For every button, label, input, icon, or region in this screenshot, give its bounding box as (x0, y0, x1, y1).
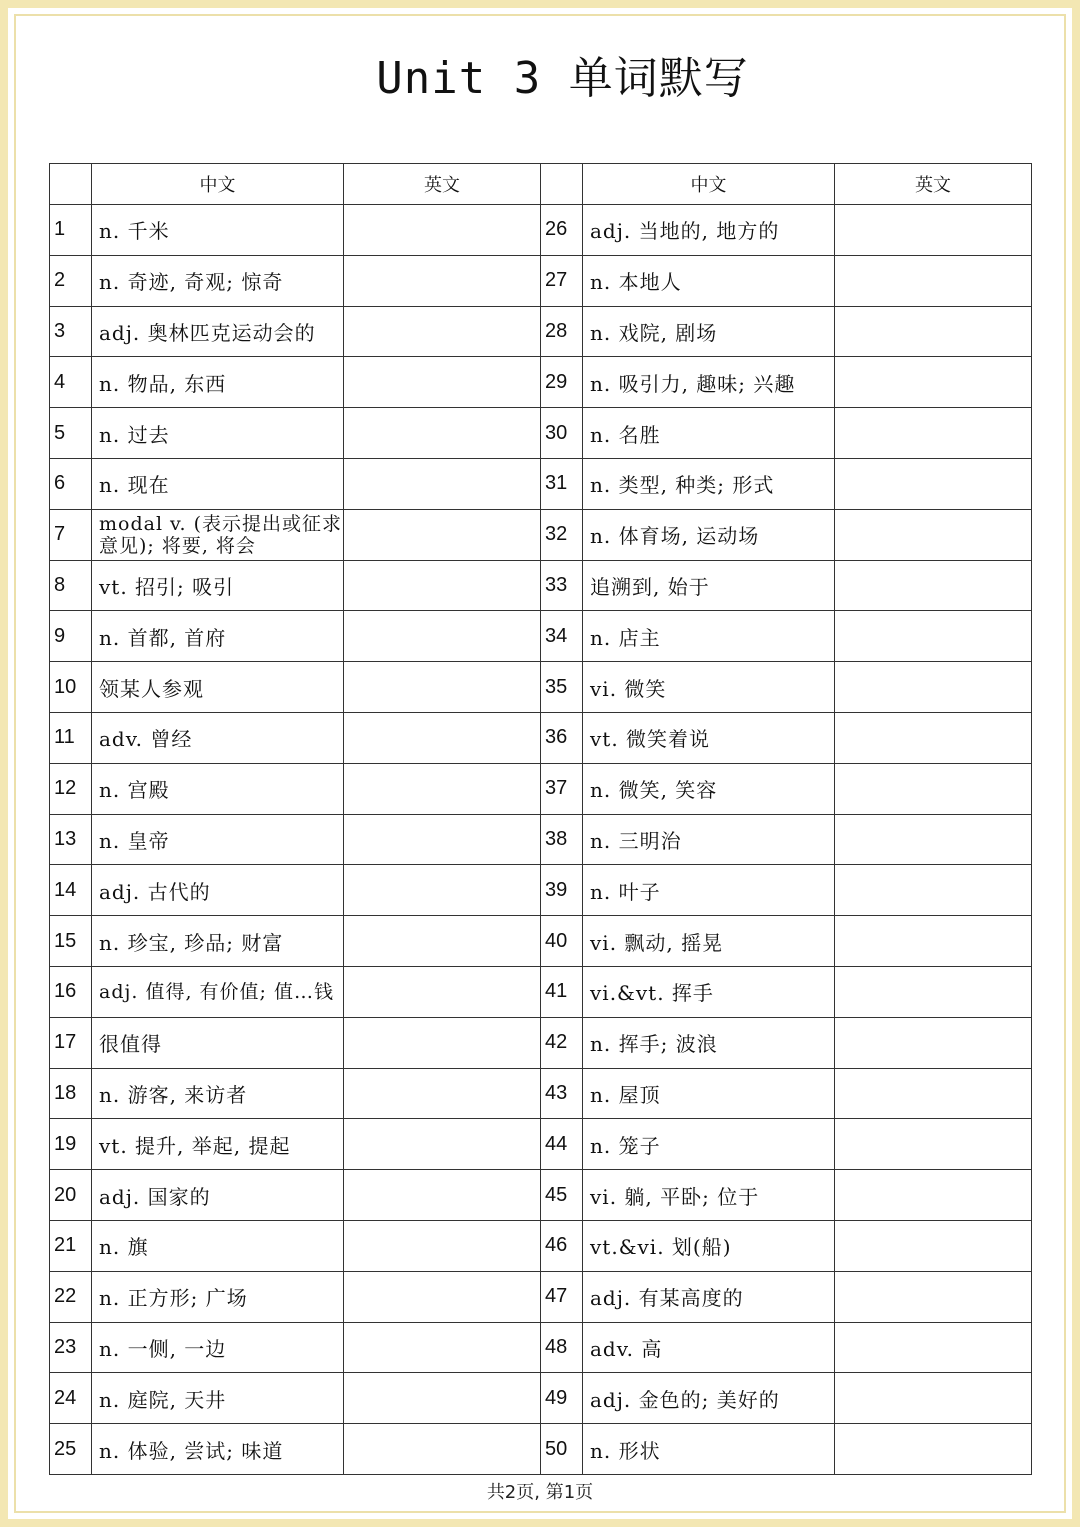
chinese-meaning-right: n. 本地人 (583, 255, 835, 306)
row-number-right: 48 (541, 1322, 583, 1373)
row-number-right: 29 (541, 357, 583, 408)
english-answer-blank-right[interactable] (835, 1322, 1032, 1373)
chinese-meaning-right: n. 笼子 (583, 1119, 835, 1170)
english-answer-blank-right[interactable] (835, 763, 1032, 814)
chinese-meaning-right: n. 戏院, 剧场 (583, 306, 835, 357)
chinese-meaning-left: adj. 值得, 有价值; 值…钱 (92, 966, 344, 1017)
row-number-left: 24 (50, 1373, 92, 1424)
chinese-meaning-right: n. 名胜 (583, 408, 835, 459)
english-answer-blank-left[interactable] (344, 916, 541, 967)
english-answer-blank-left[interactable] (344, 205, 541, 256)
table-row (50, 306, 1032, 357)
english-answer-blank-right[interactable] (835, 611, 1032, 662)
chinese-meaning-right: vi. 躺, 平卧; 位于 (583, 1170, 835, 1221)
row-number-right: 31 (541, 458, 583, 509)
chinese-meaning-right: n. 叶子 (583, 865, 835, 916)
chinese-meaning-left: n. 千米 (92, 205, 344, 256)
table-row (50, 1220, 1032, 1271)
english-answer-blank-left[interactable] (344, 1373, 541, 1424)
english-answer-blank-left[interactable] (344, 1068, 541, 1119)
page-footer: 共2页, 第1页 (486, 1482, 594, 1503)
chinese-meaning-right: adj. 有某高度的 (583, 1271, 835, 1322)
english-answer-blank-right[interactable] (835, 205, 1032, 256)
row-number-right: 28 (541, 306, 583, 357)
row-number-right: 40 (541, 916, 583, 967)
header-english-left: 英文 (344, 164, 541, 205)
table-row (50, 560, 1032, 611)
chinese-meaning-left: n. 皇帝 (92, 814, 344, 865)
row-number-left: 3 (50, 306, 92, 357)
chinese-meaning-left: n. 珍宝, 珍品; 财富 (92, 916, 344, 967)
chinese-meaning-left: n. 宫殿 (92, 763, 344, 814)
chinese-meaning-left: 很值得 (92, 1017, 344, 1068)
english-answer-blank-right[interactable] (835, 1373, 1032, 1424)
row-number-right: 42 (541, 1017, 583, 1068)
english-answer-blank-left[interactable] (344, 1119, 541, 1170)
table-row (50, 357, 1032, 408)
chinese-meaning-right: n. 吸引力, 趣味; 兴趣 (583, 357, 835, 408)
row-number-left: 16 (50, 966, 92, 1017)
row-number-left: 22 (50, 1271, 92, 1322)
english-answer-blank-right[interactable] (835, 712, 1032, 763)
english-answer-blank-right[interactable] (835, 916, 1032, 967)
header-chinese-left: 中文 (92, 164, 344, 205)
chinese-meaning-right: n. 屋顶 (583, 1068, 835, 1119)
row-number-left: 13 (50, 814, 92, 865)
chinese-meaning-right: n. 挥手; 波浪 (583, 1017, 835, 1068)
table-row (50, 1271, 1032, 1322)
table-row (50, 1017, 1032, 1068)
chinese-meaning-left: n. 游客, 来访者 (92, 1068, 344, 1119)
english-answer-blank-left[interactable] (344, 255, 541, 306)
chinese-meaning-right: n. 店主 (583, 611, 835, 662)
chinese-meaning-right: adj. 金色的; 美好的 (583, 1373, 835, 1424)
row-number-left: 5 (50, 408, 92, 459)
table-row (50, 1373, 1032, 1424)
english-answer-blank-left[interactable] (344, 611, 541, 662)
chinese-meaning-left: n. 旗 (92, 1220, 344, 1271)
header-chinese-right: 中文 (583, 164, 835, 205)
row-number-left: 17 (50, 1017, 92, 1068)
row-number-left: 20 (50, 1170, 92, 1221)
table-row (50, 662, 1032, 713)
english-answer-blank-left[interactable] (344, 1017, 541, 1068)
table-row (50, 458, 1032, 509)
english-answer-blank-left[interactable] (344, 662, 541, 713)
header-number-right (541, 164, 583, 205)
row-number-right: 39 (541, 865, 583, 916)
chinese-meaning-left: vt. 招引; 吸引 (92, 560, 344, 611)
english-answer-blank-right[interactable] (835, 814, 1032, 865)
row-number-right: 30 (541, 408, 583, 459)
english-answer-blank-left[interactable] (344, 966, 541, 1017)
table-row (50, 509, 1032, 560)
english-answer-blank-left[interactable] (344, 458, 541, 509)
english-answer-blank-left[interactable] (344, 306, 541, 357)
english-answer-blank-left[interactable] (344, 1271, 541, 1322)
row-number-left: 14 (50, 865, 92, 916)
table-header-row (50, 164, 1032, 205)
row-number-right: 36 (541, 712, 583, 763)
english-answer-blank-right[interactable] (835, 865, 1032, 916)
english-answer-blank-right[interactable] (835, 966, 1032, 1017)
row-number-right: 33 (541, 560, 583, 611)
chinese-meaning-left: n. 奇迹, 奇观; 惊奇 (92, 255, 344, 306)
chinese-meaning-right: n. 类型, 种类; 形式 (583, 458, 835, 509)
table-row (50, 611, 1032, 662)
english-answer-blank-right[interactable] (835, 1068, 1032, 1119)
row-number-left: 15 (50, 916, 92, 967)
row-number-left: 23 (50, 1322, 92, 1373)
row-number-right: 43 (541, 1068, 583, 1119)
english-answer-blank-right[interactable] (835, 1017, 1032, 1068)
table-row (50, 763, 1032, 814)
row-number-left: 19 (50, 1119, 92, 1170)
chinese-meaning-right: n. 体育场, 运动场 (583, 509, 835, 560)
english-answer-blank-left[interactable] (344, 814, 541, 865)
chinese-meaning-right: adv. 高 (583, 1322, 835, 1373)
row-number-left: 12 (50, 763, 92, 814)
english-answer-blank-right[interactable] (835, 255, 1032, 306)
row-number-right: 38 (541, 814, 583, 865)
row-number-left: 10 (50, 662, 92, 713)
english-answer-blank-right[interactable] (835, 662, 1032, 713)
row-number-left: 4 (50, 357, 92, 408)
english-answer-blank-left[interactable] (344, 763, 541, 814)
table-row (50, 255, 1032, 306)
table-row (50, 408, 1032, 459)
row-number-left: 7 (50, 509, 92, 560)
row-number-right: 47 (541, 1271, 583, 1322)
english-answer-blank-left[interactable] (344, 560, 541, 611)
table-body (50, 205, 1032, 1475)
chinese-meaning-left: n. 现在 (92, 458, 344, 509)
chinese-meaning-left: n. 正方形; 广场 (92, 1271, 344, 1322)
row-number-left: 1 (50, 205, 92, 256)
chinese-meaning-right: n. 形状 (583, 1424, 835, 1475)
row-number-left: 25 (50, 1424, 92, 1475)
english-answer-blank-left[interactable] (344, 1220, 541, 1271)
english-answer-blank-left[interactable] (344, 1424, 541, 1475)
english-answer-blank-right[interactable] (835, 306, 1032, 357)
row-number-right: 45 (541, 1170, 583, 1221)
chinese-meaning-left: adj. 国家的 (92, 1170, 344, 1221)
row-number-right: 49 (541, 1373, 583, 1424)
chinese-meaning-right: 追溯到, 始于 (583, 560, 835, 611)
chinese-meaning-left: n. 一侧, 一边 (92, 1322, 344, 1373)
row-number-left: 18 (50, 1068, 92, 1119)
row-number-right: 41 (541, 966, 583, 1017)
english-answer-blank-right[interactable] (835, 1271, 1032, 1322)
chinese-meaning-left: adj. 古代的 (92, 865, 344, 916)
row-number-left: 8 (50, 560, 92, 611)
table-row (50, 814, 1032, 865)
english-answer-blank-left[interactable] (344, 509, 541, 560)
chinese-meaning-right: vt. 微笑着说 (583, 712, 835, 763)
table-row (50, 205, 1032, 256)
chinese-meaning-left: n. 首都, 首府 (92, 611, 344, 662)
chinese-meaning-left: vt. 提升, 举起, 提起 (92, 1119, 344, 1170)
chinese-meaning-right: n. 三明治 (583, 814, 835, 865)
chinese-meaning-right: vt.&vi. 划(船) (583, 1220, 835, 1271)
table-row (50, 1424, 1032, 1475)
row-number-left: 21 (50, 1220, 92, 1271)
row-number-left: 9 (50, 611, 92, 662)
english-answer-blank-left[interactable] (344, 712, 541, 763)
english-answer-blank-right[interactable] (835, 1119, 1032, 1170)
english-answer-blank-right[interactable] (835, 1220, 1032, 1271)
english-answer-blank-right[interactable] (835, 1424, 1032, 1475)
page-title: Unit 3 单词默写 (376, 53, 749, 104)
english-answer-blank-left[interactable] (344, 865, 541, 916)
row-number-right: 26 (541, 205, 583, 256)
header-english-right: 英文 (835, 164, 1032, 205)
english-answer-blank-right[interactable] (835, 560, 1032, 611)
english-answer-blank-right[interactable] (835, 458, 1032, 509)
table-row (50, 865, 1032, 916)
english-answer-blank-right[interactable] (835, 357, 1032, 408)
table-row (50, 966, 1032, 1017)
row-number-right: 44 (541, 1119, 583, 1170)
chinese-meaning-left: n. 物品, 东西 (92, 357, 344, 408)
row-number-right: 35 (541, 662, 583, 713)
english-answer-blank-left[interactable] (344, 408, 541, 459)
chinese-meaning-right: adj. 当地的, 地方的 (583, 205, 835, 256)
chinese-meaning-left: 领某人参观 (92, 662, 344, 713)
row-number-right: 27 (541, 255, 583, 306)
chinese-meaning-left: modal v. (表示提出或征求意见); 将要, 将会 (92, 509, 344, 560)
row-number-right: 34 (541, 611, 583, 662)
table-row (50, 1170, 1032, 1221)
chinese-meaning-right: n. 微笑, 笑容 (583, 763, 835, 814)
row-number-left: 2 (50, 255, 92, 306)
chinese-meaning-left: adv. 曾经 (92, 712, 344, 763)
chinese-meaning-left: n. 体验, 尝试; 味道 (92, 1424, 344, 1475)
chinese-meaning-left: n. 庭院, 天井 (92, 1373, 344, 1424)
row-number-left: 6 (50, 458, 92, 509)
row-number-right: 46 (541, 1220, 583, 1271)
chinese-meaning-left: adj. 奥林匹克运动会的 (92, 306, 344, 357)
table-row (50, 1322, 1032, 1373)
chinese-meaning-right: vi.&vt. 挥手 (583, 966, 835, 1017)
row-number-right: 37 (541, 763, 583, 814)
table-row (50, 1119, 1032, 1170)
row-number-right: 32 (541, 509, 583, 560)
table-row (50, 1068, 1032, 1119)
chinese-meaning-right: vi. 飘动, 摇晃 (583, 916, 835, 967)
english-answer-blank-right[interactable] (835, 408, 1032, 459)
table-row (50, 712, 1032, 763)
english-answer-blank-left[interactable] (344, 1322, 541, 1373)
english-answer-blank-left[interactable] (344, 1170, 541, 1221)
english-answer-blank-right[interactable] (835, 509, 1032, 560)
english-answer-blank-right[interactable] (835, 1170, 1032, 1221)
english-answer-blank-left[interactable] (344, 357, 541, 408)
table-row (50, 916, 1032, 967)
row-number-right: 50 (541, 1424, 583, 1475)
vocabulary-table (49, 163, 1032, 1475)
chinese-meaning-right: vi. 微笑 (583, 662, 835, 713)
row-number-left: 11 (50, 712, 92, 763)
header-number-left (50, 164, 92, 205)
chinese-meaning-left: n. 过去 (92, 408, 344, 459)
